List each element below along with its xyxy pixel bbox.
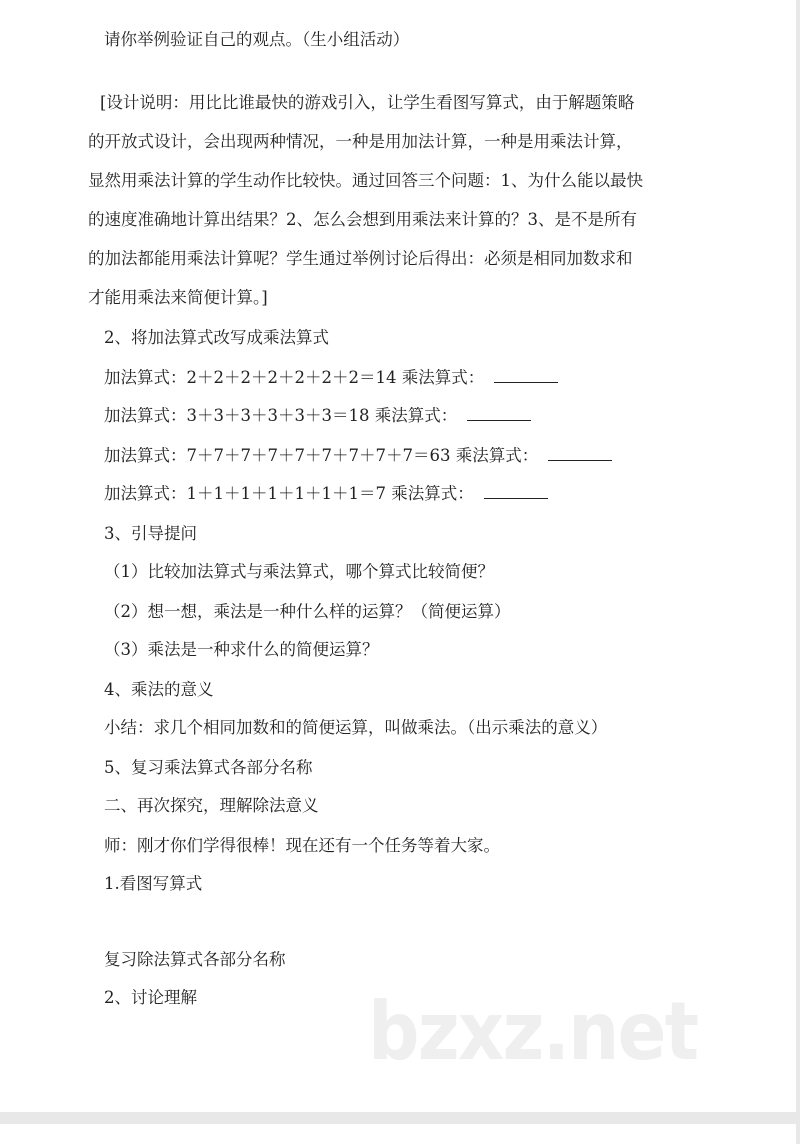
exercise-text: 加法算式：3＋3＋3＋3＋3＋3＝18 乘法算式：	[104, 406, 458, 425]
exercise-line	[104, 483, 548, 505]
exercise-line	[104, 405, 531, 427]
exercise-text: 加法算式：2＋2＋2＋2＋2＋2＋2＝14 乘法算式：	[104, 368, 485, 387]
watermark: bzxz.net	[368, 985, 698, 1078]
answer-blank	[484, 484, 548, 499]
exercise-text: 加法算式：1＋1＋1＋1＋1＋1＋1＝7 乘法算式：	[104, 484, 474, 503]
question-line: （3）乘法是一种求什么的简便运算？	[104, 640, 379, 659]
question-line: （2）想一想，乘法是一种什么样的运算？（简便运算）	[104, 602, 511, 621]
design-note-line: 的速度准确地计算出结果？2、怎么会想到用乘法来计算的？3、是不是所有	[88, 210, 637, 229]
design-note-line: [设计说明：用比比谁最快的游戏引入，让学生看图写算式，由于解题策略	[100, 93, 635, 112]
section-heading: 3、引导提问	[104, 524, 197, 543]
text-line: 小结：求几个相同加数和的简便运算，叫做乘法。（出示乘法的意义）	[104, 718, 608, 737]
section-heading: 1.看图写算式	[104, 874, 203, 893]
design-note-line: 的开放式设计，会出现两种情况，一种是用加法计算，一种是用乘法计算，	[88, 132, 633, 151]
answer-blank	[467, 406, 531, 421]
section-heading: 2、将加法算式改写成乘法算式	[104, 328, 329, 347]
answer-blank	[548, 446, 612, 461]
question-line: （1）比较加法算式与乘法算式，哪个算式比较简便？	[104, 562, 494, 581]
design-note-line: 才能用乘法来简便计算。]	[88, 288, 268, 307]
design-note-line: 显然用乘法计算的学生动作比较快。通过回答三个问题：1、为什么能以最快	[88, 171, 643, 190]
exercise-line	[104, 445, 612, 467]
text-line: 师：刚才你们学得很棒！现在还有一个任务等着大家。	[104, 836, 500, 855]
section-heading: 2、讨论理解	[104, 988, 197, 1007]
exercise-text: 加法算式：7＋7＋7＋7＋7＋7＋7＋7＋7＝63 乘法算式：	[104, 446, 539, 465]
exercise-line	[104, 367, 558, 389]
text-line: 复习除法算式各部分名称	[104, 950, 286, 969]
design-note-line: 的加法都能用乘法计算呢？学生通过举例讨论后得出：必须是相同加数求和	[88, 249, 633, 268]
answer-blank	[494, 368, 558, 383]
section-heading: 4、乘法的意义	[104, 680, 214, 699]
section-heading: 二、再次探究，理解除法意义	[104, 796, 319, 815]
next-page	[0, 1124, 796, 1144]
section-heading: 5、复习乘法算式各部分名称	[104, 758, 313, 777]
text-line: 请你举例验证自己的观点。（生小组活动）	[104, 30, 410, 49]
